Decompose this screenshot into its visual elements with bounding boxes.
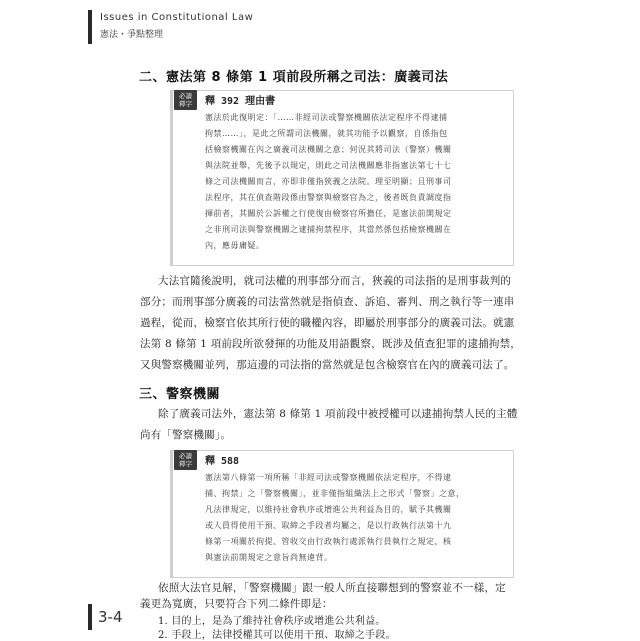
body-text-line: 義更為寬廣，只要符合下列二條件即是： — [140, 598, 333, 610]
box-text-line: 之非刑司法與警察機關之逮捕拘禁程序，其當然係包括檢察機關在 — [205, 225, 452, 234]
badge-label-interpretation: 釋字 — [179, 460, 192, 468]
box-text-line: 與法院並舉，先後予以規定，則此之司法機關應非指憲法第七十七 — [205, 161, 452, 170]
running-header-english: Issues in Constitutional Law — [100, 12, 254, 23]
condition-item: 1. 目的上，是為了維持社會秩序或增進公共利益。 — [158, 616, 386, 627]
box-text-line: 括檢察機關在內之廣義司法機關之意；何況其將司法（警察）機關 — [205, 145, 452, 154]
body-text-line: 尚有「警察機關」。 — [140, 429, 232, 441]
box-text-line: 條第一項關於拘提、管收交由行政執行處派執行員執行之規定，核 — [205, 537, 452, 546]
badge-label-interpretation: 釋字 — [179, 100, 192, 108]
box-text-line: 與憲法前開規定之意旨尚無違背。 — [205, 553, 333, 562]
badge-label-must-read: 必讀 — [179, 92, 192, 100]
body-text-line: 過程，從而，檢察官依其所行使的職權內容，即屬於刑事部分的廣義司法。就憲 — [140, 317, 515, 329]
box-text-line: 憲法第八條第一項所稱「非經司法或警察機關依法定程序，不得逮 — [205, 473, 452, 482]
badge-label-must-read: 必讀 — [179, 452, 192, 460]
must-read-badge — [174, 90, 197, 110]
box-text-line: 法程序，其在偵查階段係由警察與檢察官為之，後者既負責調度指 — [205, 193, 452, 202]
condition-item: 2. 手段上，法律授權其可以使用干預、取締之手段。 — [158, 630, 396, 641]
box-text-line: 或人員得使用干預、取締之手段者均屬之，是以行政執行法第十九 — [205, 521, 452, 530]
box-title: 釋 392 理由書 — [205, 96, 276, 107]
body-text-line: 依照大法官見解，「警察機關」跟一般人所直接聯想到的警察並不一樣，定 — [158, 582, 506, 594]
must-read-badge — [174, 450, 197, 470]
header-bar — [88, 10, 92, 44]
section-heading-police: 三、警察機關 — [139, 387, 221, 402]
box-text-line: 條之司法機關而言，亦即非僅指狹義之法院。理至明顯；且刑事司 — [205, 177, 452, 186]
footer-bar — [88, 604, 92, 630]
box-text-line: 內，應毋庸疑。 — [205, 241, 265, 250]
page-number: 3-4 — [98, 608, 123, 626]
section-heading-broad-judiciary: 二、憲法第 8 條第 1 項前段所稱之司法：廣義司法 — [139, 70, 449, 85]
box-text-line: 揮前者，其關於公訴權之行使復由檢察官所擔任，是憲法前開規定 — [205, 209, 452, 218]
box-text-line: 凡法律規定，以維持社會秩序或增進公共利益為目的，賦予其機關 — [205, 505, 452, 514]
body-text-line: 部分；而刑事部分廣義的司法當然就是指偵查、訴追、審判、刑之執行等一連串 — [140, 296, 515, 308]
box-text-line: 拘禁……」，是此之所謂司法機關，就其功能予以觀察，自係指包 — [205, 129, 448, 138]
body-text-line: 大法官隨後說明，就司法權的刑事部分而言，狹義的司法指的是刑事裁判的 — [158, 275, 512, 287]
body-text-line: 法第 8 條第 1 項前段所欲發揮的功能及用語觀察，既涉及值查犯罪的逮捕拘禁， — [140, 338, 522, 350]
box-title: 釋 588 — [205, 456, 240, 467]
body-text-line: 又與警察機關並列，那這邊的司法指的當然就是包含檢察官在內的廣義司法了。 — [140, 359, 515, 371]
box-text-line: 憲法於此復明定：「……非經司法或警察機關依法定程序不得逮捕 — [205, 113, 448, 122]
box-text-line: 捕、拘禁」之「警察機關」，並非僅指組織法上之形式「警察」之意， — [205, 489, 465, 498]
running-header-chinese: 憲法・爭點整理 — [100, 30, 164, 40]
body-text-line: 除了廣義司法外，憲法第 8 條第 1 項前段中被授權可以逮捕拘禁人民的主體 — [158, 408, 518, 420]
